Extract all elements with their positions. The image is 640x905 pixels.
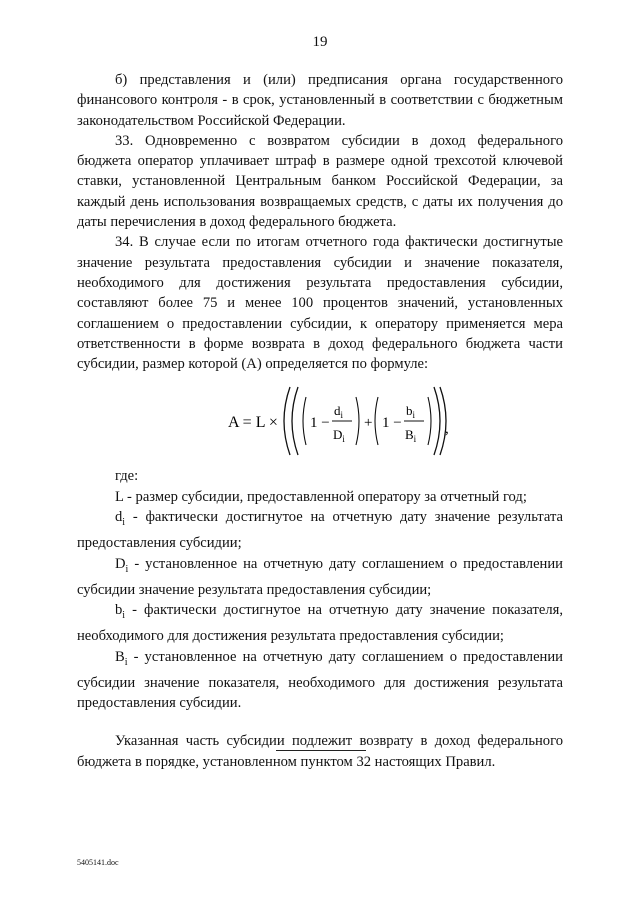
paren2-right	[428, 397, 431, 445]
page-number: 19	[312, 34, 328, 50]
end-separator-line	[276, 750, 366, 751]
paren1-right	[356, 397, 359, 445]
footer-document-code: 5405141.doc	[77, 858, 119, 867]
paragraph-b: б) представления и (или) предписания органа государственного финансового контроля - в срок, установленный в соответствии с бюджетным законодательством Российской Федерации.	[77, 72, 563, 129]
definition-b: $b_i$ - фактически достигнутое на отчетную дату значение показателя, необходимого для достижения результата предоставления субсидии;	[77, 602, 563, 645]
formula	[77, 380, 563, 462]
formula-one-2: 1 −	[382, 415, 402, 432]
paragraph-33: 33. Одновременно с возвратом субсидии в доход федерального бюджета оператор уплачивает штраф в размере одной трехсотой ключевой ставки, установленной Центральным банком Российской Федерации, за каждый день использования возвращаемых средств, с даты их получения до даты перечисления в доход федерального бюджета.	[77, 132, 563, 231]
outer-paren-left	[284, 387, 290, 455]
closing-paragraph: Указанная часть субсидии подлежит возврату в доход федерального бюджета в порядке, установленном пунктом 32 настоящих Правил.	[77, 733, 563, 770]
outer-paren-right	[434, 387, 440, 455]
definition-L: L - размер субсидии, предоставленной оператору за отчетный год;	[115, 488, 527, 505]
paragraph-34: 34. В случае если по итогам отчетного года фактически достигнутые значение результата предоставления субсидии и значение показателя, необходимого для достижения результата предоставления субсидии, составляют более 75 и менее 100 процентов значений, установленных соглашением о предоставлении субсидии, к оператору применяется мера ответственности в форме возврата в доход федерального бюджета части субсидии, размер которой (A) определяется по формуле:	[77, 234, 563, 373]
formula-num1: $d_i$	[334, 403, 344, 421]
paren2-left	[375, 397, 378, 445]
formula-trailing-comma: ,	[445, 421, 449, 438]
outer-paren-left-2	[292, 387, 298, 455]
paren1-left	[303, 397, 306, 445]
formula-lhs: A = L ×	[228, 414, 278, 432]
definition-B: $B_i$ - установленное на отчетную дату соглашением о предоставлении субсидии значение показателя, необходимого для достижения результата предоставления субсидии.	[77, 648, 563, 712]
definition-d: $d_i$ - фактически достигнутое на отчетную дату значение результата предоставления субсидии;	[77, 509, 563, 552]
formula-den1: $D_i$	[333, 427, 345, 445]
formula-num2: $b_i$	[406, 403, 416, 421]
spacer	[77, 713, 563, 731]
formula-plus: +	[364, 415, 373, 432]
formula-one-1: 1 −	[310, 415, 330, 432]
where-label: где:	[115, 468, 139, 485]
definition-D: $D_i$ - установленное на отчетную дату соглашением о предоставлении субсидии значение результата предоставления субсидии;	[77, 555, 563, 598]
document-body	[77, 70, 563, 772]
formula-svg	[228, 381, 448, 461]
formula-den2: $B_i$	[405, 427, 417, 445]
